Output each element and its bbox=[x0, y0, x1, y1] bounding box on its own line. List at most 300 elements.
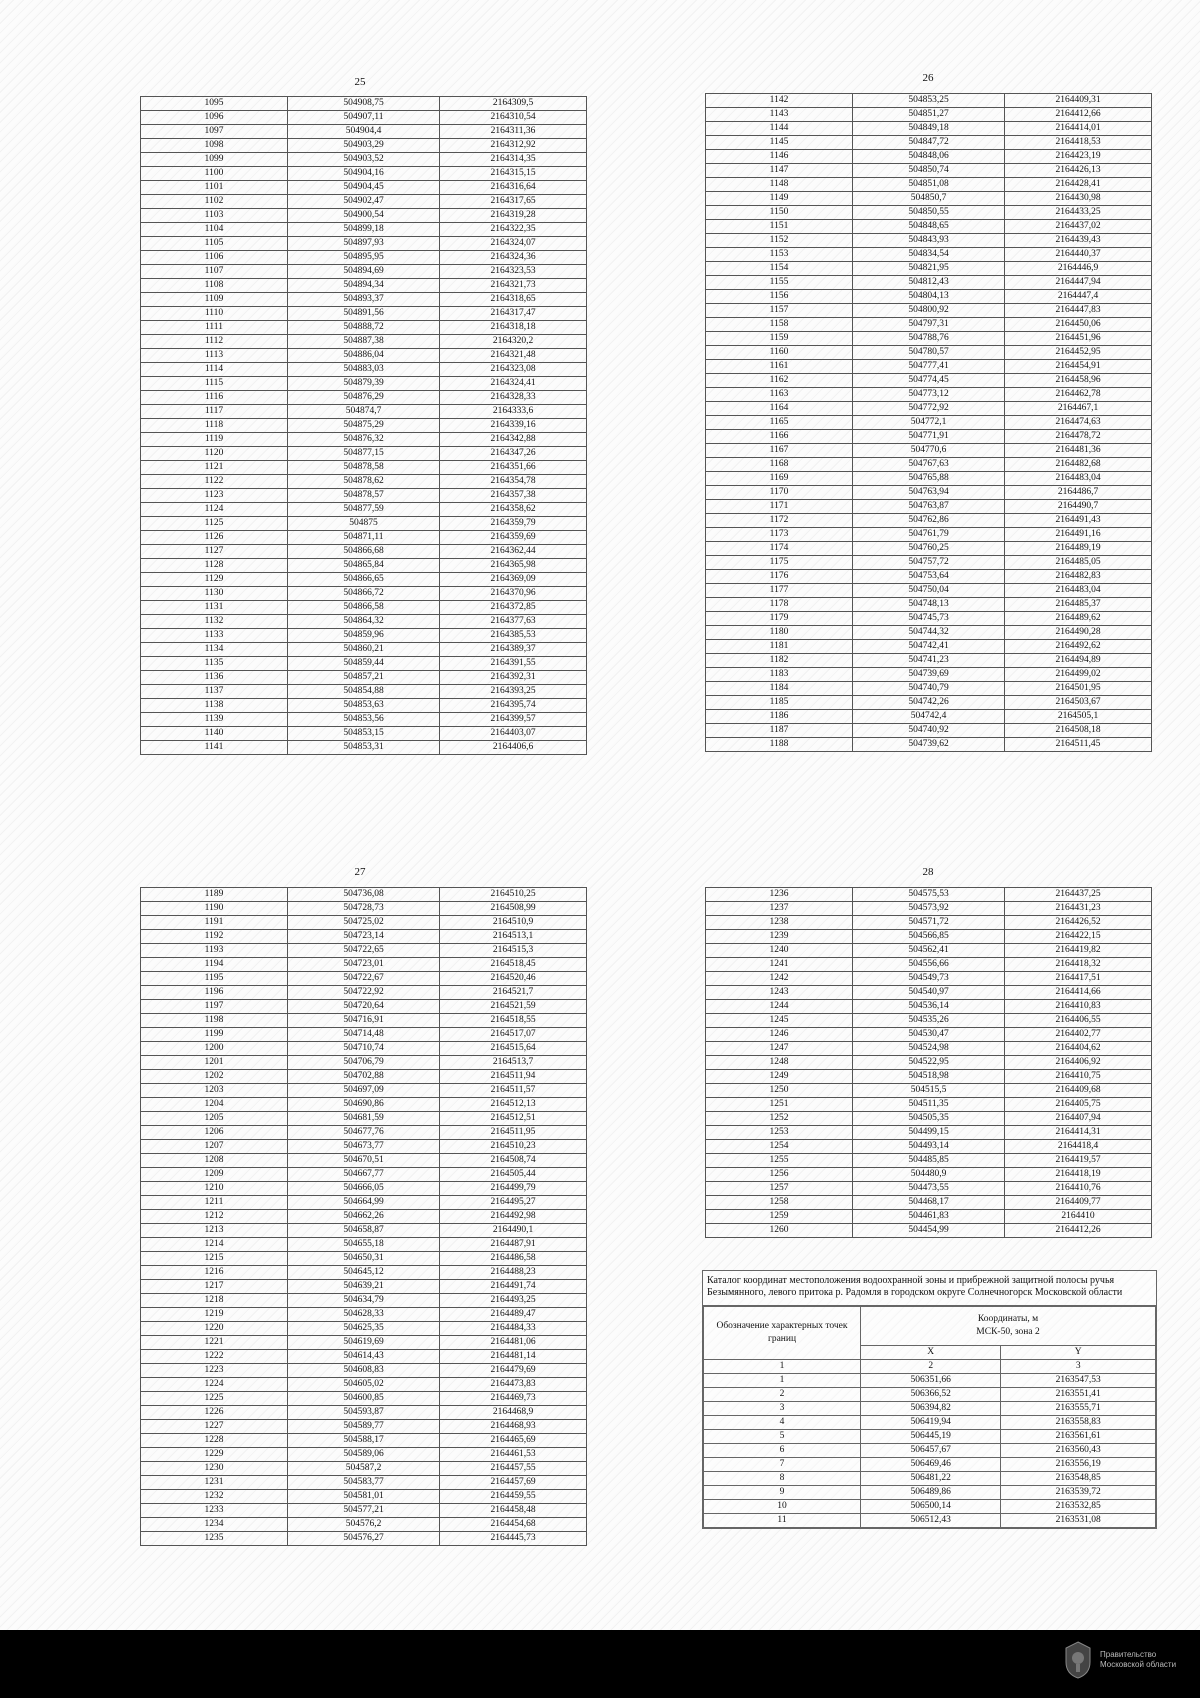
table-row bbox=[706, 1168, 1152, 1182]
table-row bbox=[141, 1224, 587, 1238]
point-number: 1237 bbox=[706, 902, 853, 916]
table-row bbox=[706, 472, 1152, 486]
coord-x: 504575,53 bbox=[853, 888, 1005, 902]
point-number: 1225 bbox=[141, 1392, 288, 1406]
table-row bbox=[706, 346, 1152, 360]
coord-y: 2164503,67 bbox=[1005, 696, 1152, 710]
coord-x: 504577,21 bbox=[288, 1504, 440, 1518]
table-row bbox=[141, 1238, 587, 1252]
coord-x: 504614,43 bbox=[288, 1350, 440, 1364]
point-number: 1113 bbox=[141, 349, 288, 363]
coord-y: 2164511,45 bbox=[1005, 738, 1152, 752]
table-row bbox=[141, 1392, 587, 1406]
coord-y: 2164385,53 bbox=[440, 629, 587, 643]
table-row bbox=[141, 1336, 587, 1350]
point-number: 1161 bbox=[706, 360, 853, 374]
coord-x: 504851,27 bbox=[853, 108, 1005, 122]
table-row bbox=[141, 475, 587, 489]
coord-x: 504589,06 bbox=[288, 1448, 440, 1462]
table-row bbox=[141, 461, 587, 475]
coord-y: 2164324,07 bbox=[440, 237, 587, 251]
point-number: 1148 bbox=[706, 178, 853, 192]
table-row bbox=[706, 220, 1152, 234]
coord-y: 2164482,68 bbox=[1005, 458, 1152, 472]
table-row bbox=[706, 1196, 1152, 1210]
coord-x: 504556,66 bbox=[853, 958, 1005, 972]
table-row bbox=[141, 986, 587, 1000]
point-number: 1219 bbox=[141, 1308, 288, 1322]
point-number: 1123 bbox=[141, 489, 288, 503]
coord-y: 2164440,37 bbox=[1005, 248, 1152, 262]
coord-y: 2164412,66 bbox=[1005, 108, 1152, 122]
coord-x: 504745,73 bbox=[853, 612, 1005, 626]
point-number: 1117 bbox=[141, 405, 288, 419]
coord-x: 504891,56 bbox=[288, 307, 440, 321]
coord-y: 2164489,19 bbox=[1005, 542, 1152, 556]
coord-y: 2164359,79 bbox=[440, 517, 587, 531]
coord-x: 504893,37 bbox=[288, 293, 440, 307]
coord-y: 2164499,79 bbox=[440, 1182, 587, 1196]
table-row bbox=[706, 1056, 1152, 1070]
coord-x: 504750,04 bbox=[853, 584, 1005, 598]
point-number: 1249 bbox=[706, 1070, 853, 1084]
table-row bbox=[141, 587, 587, 601]
coord-y: 2164489,62 bbox=[1005, 612, 1152, 626]
coord-x: 504583,77 bbox=[288, 1476, 440, 1490]
coord-x: 504887,38 bbox=[288, 335, 440, 349]
coord-y: 2164510,23 bbox=[440, 1140, 587, 1154]
table-row bbox=[141, 1322, 587, 1336]
coord-x: 504878,57 bbox=[288, 489, 440, 503]
coord-x: 504788,76 bbox=[853, 332, 1005, 346]
coord-x: 504639,21 bbox=[288, 1280, 440, 1294]
point-number: 1120 bbox=[141, 447, 288, 461]
coord-x: 504576,2 bbox=[288, 1518, 440, 1532]
table-row bbox=[706, 738, 1152, 752]
point-number: 1235 bbox=[141, 1532, 288, 1546]
table-row bbox=[706, 318, 1152, 332]
point-number: 1204 bbox=[141, 1098, 288, 1112]
table-row bbox=[141, 447, 587, 461]
point-number: 1098 bbox=[141, 139, 288, 153]
point-number: 4 bbox=[704, 1416, 861, 1430]
table-row bbox=[141, 517, 587, 531]
point-number: 1213 bbox=[141, 1224, 288, 1238]
coord-y: 2164484,33 bbox=[440, 1322, 587, 1336]
coord-y: 2164410,76 bbox=[1005, 1182, 1152, 1196]
point-number: 1156 bbox=[706, 290, 853, 304]
coord-x: 504576,27 bbox=[288, 1532, 440, 1546]
point-number: 1141 bbox=[141, 741, 288, 755]
coord-x: 504549,73 bbox=[853, 972, 1005, 986]
coord-x: 504866,58 bbox=[288, 601, 440, 615]
point-number: 1185 bbox=[706, 696, 853, 710]
coord-y: 2164328,33 bbox=[440, 391, 587, 405]
coord-x: 504655,18 bbox=[288, 1238, 440, 1252]
point-number: 5 bbox=[704, 1430, 861, 1444]
coord-y: 2164488,23 bbox=[440, 1266, 587, 1280]
coord-y: 2164393,25 bbox=[440, 685, 587, 699]
table-row bbox=[141, 958, 587, 972]
coord-y: 2164404,62 bbox=[1005, 1042, 1152, 1056]
coord-x: 504853,15 bbox=[288, 727, 440, 741]
point-number: 1122 bbox=[141, 475, 288, 489]
coord-x: 504725,02 bbox=[288, 916, 440, 930]
table-row bbox=[141, 657, 587, 671]
coord-y: 2164410 bbox=[1005, 1210, 1152, 1224]
coord-y: 2164372,85 bbox=[440, 601, 587, 615]
coord-x: 504587,2 bbox=[288, 1462, 440, 1476]
point-number: 1238 bbox=[706, 916, 853, 930]
point-number: 1102 bbox=[141, 195, 288, 209]
coord-x: 504714,48 bbox=[288, 1028, 440, 1042]
point-number: 1179 bbox=[706, 612, 853, 626]
table-row bbox=[706, 888, 1152, 902]
table-row bbox=[706, 388, 1152, 402]
table-row bbox=[706, 1140, 1152, 1154]
point-number: 1227 bbox=[141, 1420, 288, 1434]
coord-y: 2164473,83 bbox=[440, 1378, 587, 1392]
table-row bbox=[141, 1028, 587, 1042]
table-row bbox=[141, 335, 587, 349]
coord-x: 504573,92 bbox=[853, 902, 1005, 916]
table-row bbox=[141, 916, 587, 930]
point-number: 1251 bbox=[706, 1098, 853, 1112]
coord-y: 2164312,92 bbox=[440, 139, 587, 153]
coord-x: 504690,86 bbox=[288, 1098, 440, 1112]
header-x: X bbox=[861, 1346, 1001, 1360]
coord-y: 2164418,53 bbox=[1005, 136, 1152, 150]
table-row bbox=[706, 430, 1152, 444]
coord-y: 2164339,16 bbox=[440, 419, 587, 433]
point-number: 1212 bbox=[141, 1210, 288, 1224]
coord-y: 2164513,1 bbox=[440, 930, 587, 944]
coord-y: 2164406,6 bbox=[440, 741, 587, 755]
coord-x: 504902,47 bbox=[288, 195, 440, 209]
coord-y: 2164521,7 bbox=[440, 986, 587, 1000]
coord-x: 504761,79 bbox=[853, 528, 1005, 542]
coord-y: 2164347,26 bbox=[440, 447, 587, 461]
table-row bbox=[141, 559, 587, 573]
coord-y: 2164358,62 bbox=[440, 503, 587, 517]
table-row bbox=[141, 944, 587, 958]
coord-y: 2164310,54 bbox=[440, 111, 587, 125]
coord-x: 504740,79 bbox=[853, 682, 1005, 696]
point-number: 1222 bbox=[141, 1350, 288, 1364]
point-number: 1151 bbox=[706, 220, 853, 234]
brand-line-1: Правительство bbox=[1100, 1650, 1157, 1659]
coord-x: 504850,7 bbox=[853, 192, 1005, 206]
coord-y: 2164491,74 bbox=[440, 1280, 587, 1294]
coord-x: 504849,18 bbox=[853, 122, 1005, 136]
coord-y: 2164510,25 bbox=[440, 888, 587, 902]
coordinates-table-page-25 bbox=[140, 96, 587, 755]
point-number: 1231 bbox=[141, 1476, 288, 1490]
coord-x: 504589,77 bbox=[288, 1420, 440, 1434]
point-number: 1224 bbox=[141, 1378, 288, 1392]
coord-x: 504866,72 bbox=[288, 587, 440, 601]
coord-y: 2164414,31 bbox=[1005, 1126, 1152, 1140]
coord-x: 504903,52 bbox=[288, 153, 440, 167]
point-number: 1195 bbox=[141, 972, 288, 986]
table-row bbox=[706, 944, 1152, 958]
point-number: 1112 bbox=[141, 335, 288, 349]
coord-y: 2164406,92 bbox=[1005, 1056, 1152, 1070]
coord-y: 2164351,66 bbox=[440, 461, 587, 475]
coord-x: 504850,74 bbox=[853, 164, 1005, 178]
point-number: 1209 bbox=[141, 1168, 288, 1182]
coord-x: 504664,99 bbox=[288, 1196, 440, 1210]
point-number: 1255 bbox=[706, 1154, 853, 1168]
table-row bbox=[706, 304, 1152, 318]
coord-y: 2164399,57 bbox=[440, 713, 587, 727]
table-row bbox=[706, 1070, 1152, 1084]
point-number: 1192 bbox=[141, 930, 288, 944]
table-row bbox=[141, 195, 587, 209]
coord-x: 506512,43 bbox=[861, 1514, 1001, 1528]
coord-x: 504744,32 bbox=[853, 626, 1005, 640]
coord-y: 2164422,15 bbox=[1005, 930, 1152, 944]
coord-x: 504473,55 bbox=[853, 1182, 1005, 1196]
point-number: 1228 bbox=[141, 1434, 288, 1448]
point-number: 1114 bbox=[141, 363, 288, 377]
point-number: 1205 bbox=[141, 1112, 288, 1126]
table-row bbox=[141, 1182, 587, 1196]
table-row bbox=[706, 930, 1152, 944]
table-row bbox=[706, 500, 1152, 514]
table-row bbox=[141, 1140, 587, 1154]
catalog-row bbox=[704, 1458, 1156, 1472]
point-number: 1099 bbox=[141, 153, 288, 167]
table-row bbox=[141, 1196, 587, 1210]
point-number: 1193 bbox=[141, 944, 288, 958]
coord-y: 2163555,71 bbox=[1001, 1402, 1156, 1416]
point-number: 10 bbox=[704, 1500, 861, 1514]
table-row bbox=[141, 629, 587, 643]
coord-y: 2164417,51 bbox=[1005, 972, 1152, 986]
coord-x: 504797,31 bbox=[853, 318, 1005, 332]
coord-y: 2164430,98 bbox=[1005, 192, 1152, 206]
coord-x: 504757,72 bbox=[853, 556, 1005, 570]
coord-x: 504540,97 bbox=[853, 986, 1005, 1000]
coord-x: 504710,74 bbox=[288, 1042, 440, 1056]
point-number: 1206 bbox=[141, 1126, 288, 1140]
coord-x: 504628,33 bbox=[288, 1308, 440, 1322]
point-number: 1166 bbox=[706, 430, 853, 444]
coord-x: 504886,04 bbox=[288, 349, 440, 363]
table-row bbox=[706, 164, 1152, 178]
coord-y: 2164419,82 bbox=[1005, 944, 1152, 958]
point-number: 1182 bbox=[706, 654, 853, 668]
table-row bbox=[141, 1014, 587, 1028]
coord-y: 2164324,41 bbox=[440, 377, 587, 391]
point-number: 1165 bbox=[706, 416, 853, 430]
coord-y: 2164357,38 bbox=[440, 489, 587, 503]
header-coords-label: Координаты, м bbox=[977, 1314, 1039, 1324]
coord-x: 504888,72 bbox=[288, 321, 440, 335]
coord-y: 2164405,75 bbox=[1005, 1098, 1152, 1112]
point-number: 1188 bbox=[706, 738, 853, 752]
coord-y: 2164414,01 bbox=[1005, 122, 1152, 136]
coord-x: 504854,88 bbox=[288, 685, 440, 699]
coord-x: 504904,45 bbox=[288, 181, 440, 195]
table-row bbox=[141, 251, 587, 265]
catalog-row bbox=[704, 1444, 1156, 1458]
point-number: 1132 bbox=[141, 615, 288, 629]
point-number: 1129 bbox=[141, 573, 288, 587]
point-number: 1180 bbox=[706, 626, 853, 640]
point-number: 1184 bbox=[706, 682, 853, 696]
table-row bbox=[141, 181, 587, 195]
point-number: 1100 bbox=[141, 167, 288, 181]
point-number: 1174 bbox=[706, 542, 853, 556]
point-number: 1157 bbox=[706, 304, 853, 318]
point-number: 1131 bbox=[141, 601, 288, 615]
point-number: 1218 bbox=[141, 1294, 288, 1308]
coord-x: 504515,5 bbox=[853, 1084, 1005, 1098]
coord-y: 2164359,69 bbox=[440, 531, 587, 545]
table-row bbox=[706, 598, 1152, 612]
point-number: 1257 bbox=[706, 1182, 853, 1196]
coord-x: 504879,39 bbox=[288, 377, 440, 391]
point-number: 1134 bbox=[141, 643, 288, 657]
coord-x: 506469,46 bbox=[861, 1458, 1001, 1472]
point-number: 1232 bbox=[141, 1490, 288, 1504]
table-row bbox=[706, 654, 1152, 668]
point-number: 1159 bbox=[706, 332, 853, 346]
coord-x: 504454,99 bbox=[853, 1224, 1005, 1238]
coord-y: 2164402,77 bbox=[1005, 1028, 1152, 1042]
coord-y: 2164511,95 bbox=[440, 1126, 587, 1140]
point-number: 1142 bbox=[706, 94, 853, 108]
table-row bbox=[706, 458, 1152, 472]
coord-x: 504677,76 bbox=[288, 1126, 440, 1140]
coord-y: 2164468,93 bbox=[440, 1420, 587, 1434]
coat-of-arms-icon bbox=[1063, 1640, 1093, 1680]
page-number-27: 27 bbox=[354, 866, 366, 878]
coord-x: 504904,16 bbox=[288, 167, 440, 181]
table-row bbox=[141, 699, 587, 713]
point-number: 1101 bbox=[141, 181, 288, 195]
coord-y: 2164515,3 bbox=[440, 944, 587, 958]
coord-x: 504763,87 bbox=[853, 500, 1005, 514]
coord-x: 504493,14 bbox=[853, 1140, 1005, 1154]
coord-y: 2164481,36 bbox=[1005, 444, 1152, 458]
table-row bbox=[706, 332, 1152, 346]
coord-y: 2164410,75 bbox=[1005, 1070, 1152, 1084]
coord-x: 504812,43 bbox=[853, 276, 1005, 290]
point-number: 1146 bbox=[706, 150, 853, 164]
table-row bbox=[141, 279, 587, 293]
header-coords-system: МСК-50, зона 2 bbox=[976, 1327, 1040, 1337]
catalog-row bbox=[704, 1388, 1156, 1402]
table-row bbox=[706, 416, 1152, 430]
point-number: 1096 bbox=[141, 111, 288, 125]
coord-x: 504903,29 bbox=[288, 139, 440, 153]
coord-y: 2164491,16 bbox=[1005, 528, 1152, 542]
coord-x: 504800,92 bbox=[853, 304, 1005, 318]
coord-y: 2164482,83 bbox=[1005, 570, 1152, 584]
coord-x: 504883,03 bbox=[288, 363, 440, 377]
point-number: 1201 bbox=[141, 1056, 288, 1070]
coord-y: 2164403,07 bbox=[440, 727, 587, 741]
table-row bbox=[141, 1280, 587, 1294]
table-row bbox=[706, 1182, 1152, 1196]
coord-y: 2164452,95 bbox=[1005, 346, 1152, 360]
coord-y: 2164317,47 bbox=[440, 307, 587, 321]
point-number: 1139 bbox=[141, 713, 288, 727]
coord-y: 2164318,65 bbox=[440, 293, 587, 307]
coord-y: 2164494,89 bbox=[1005, 654, 1152, 668]
point-number: 1171 bbox=[706, 500, 853, 514]
coord-y: 2164309,5 bbox=[440, 97, 587, 111]
coord-y: 2164362,44 bbox=[440, 545, 587, 559]
table-row bbox=[706, 136, 1152, 150]
table-row bbox=[141, 671, 587, 685]
coord-x: 504716,91 bbox=[288, 1014, 440, 1028]
table-row bbox=[141, 1056, 587, 1070]
table-row bbox=[706, 94, 1152, 108]
brand-text bbox=[1100, 1650, 1196, 1670]
point-number: 1196 bbox=[141, 986, 288, 1000]
table-row bbox=[706, 682, 1152, 696]
table-row bbox=[141, 1406, 587, 1420]
point-number: 1154 bbox=[706, 262, 853, 276]
table-row bbox=[141, 902, 587, 916]
coord-y: 2164426,52 bbox=[1005, 916, 1152, 930]
point-number: 1111 bbox=[141, 321, 288, 335]
coord-x: 506500,14 bbox=[861, 1500, 1001, 1514]
point-number: 1214 bbox=[141, 1238, 288, 1252]
table-row bbox=[141, 125, 587, 139]
coord-y: 2164314,35 bbox=[440, 153, 587, 167]
coord-x: 504588,17 bbox=[288, 1434, 440, 1448]
coord-x: 504907,11 bbox=[288, 111, 440, 125]
coord-x: 504571,72 bbox=[853, 916, 1005, 930]
point-number: 1107 bbox=[141, 265, 288, 279]
coord-x: 504511,35 bbox=[853, 1098, 1005, 1112]
coord-y: 2164370,96 bbox=[440, 587, 587, 601]
coord-x: 504673,77 bbox=[288, 1140, 440, 1154]
coord-x: 504485,85 bbox=[853, 1154, 1005, 1168]
table-row bbox=[141, 391, 587, 405]
header-num-3: 3 bbox=[1001, 1360, 1156, 1374]
table-row bbox=[141, 972, 587, 986]
coord-x: 504780,57 bbox=[853, 346, 1005, 360]
point-number: 1226 bbox=[141, 1406, 288, 1420]
coord-x: 504625,35 bbox=[288, 1322, 440, 1336]
table-row bbox=[141, 167, 587, 181]
coord-x: 506394,82 bbox=[861, 1402, 1001, 1416]
table-row bbox=[706, 542, 1152, 556]
table-row bbox=[141, 1476, 587, 1490]
point-number: 1187 bbox=[706, 724, 853, 738]
point-number: 1176 bbox=[706, 570, 853, 584]
point-number: 1240 bbox=[706, 944, 853, 958]
coordinates-catalog bbox=[702, 1270, 1157, 1529]
table-row bbox=[141, 307, 587, 321]
table-row bbox=[141, 573, 587, 587]
table-row bbox=[706, 724, 1152, 738]
table-row bbox=[706, 1210, 1152, 1224]
coord-x: 506457,67 bbox=[861, 1444, 1001, 1458]
coord-x: 504722,65 bbox=[288, 944, 440, 958]
point-number: 1186 bbox=[706, 710, 853, 724]
point-number: 1153 bbox=[706, 248, 853, 262]
point-number: 1230 bbox=[141, 1462, 288, 1476]
coord-x: 504767,63 bbox=[853, 458, 1005, 472]
coord-y: 2164520,46 bbox=[440, 972, 587, 986]
